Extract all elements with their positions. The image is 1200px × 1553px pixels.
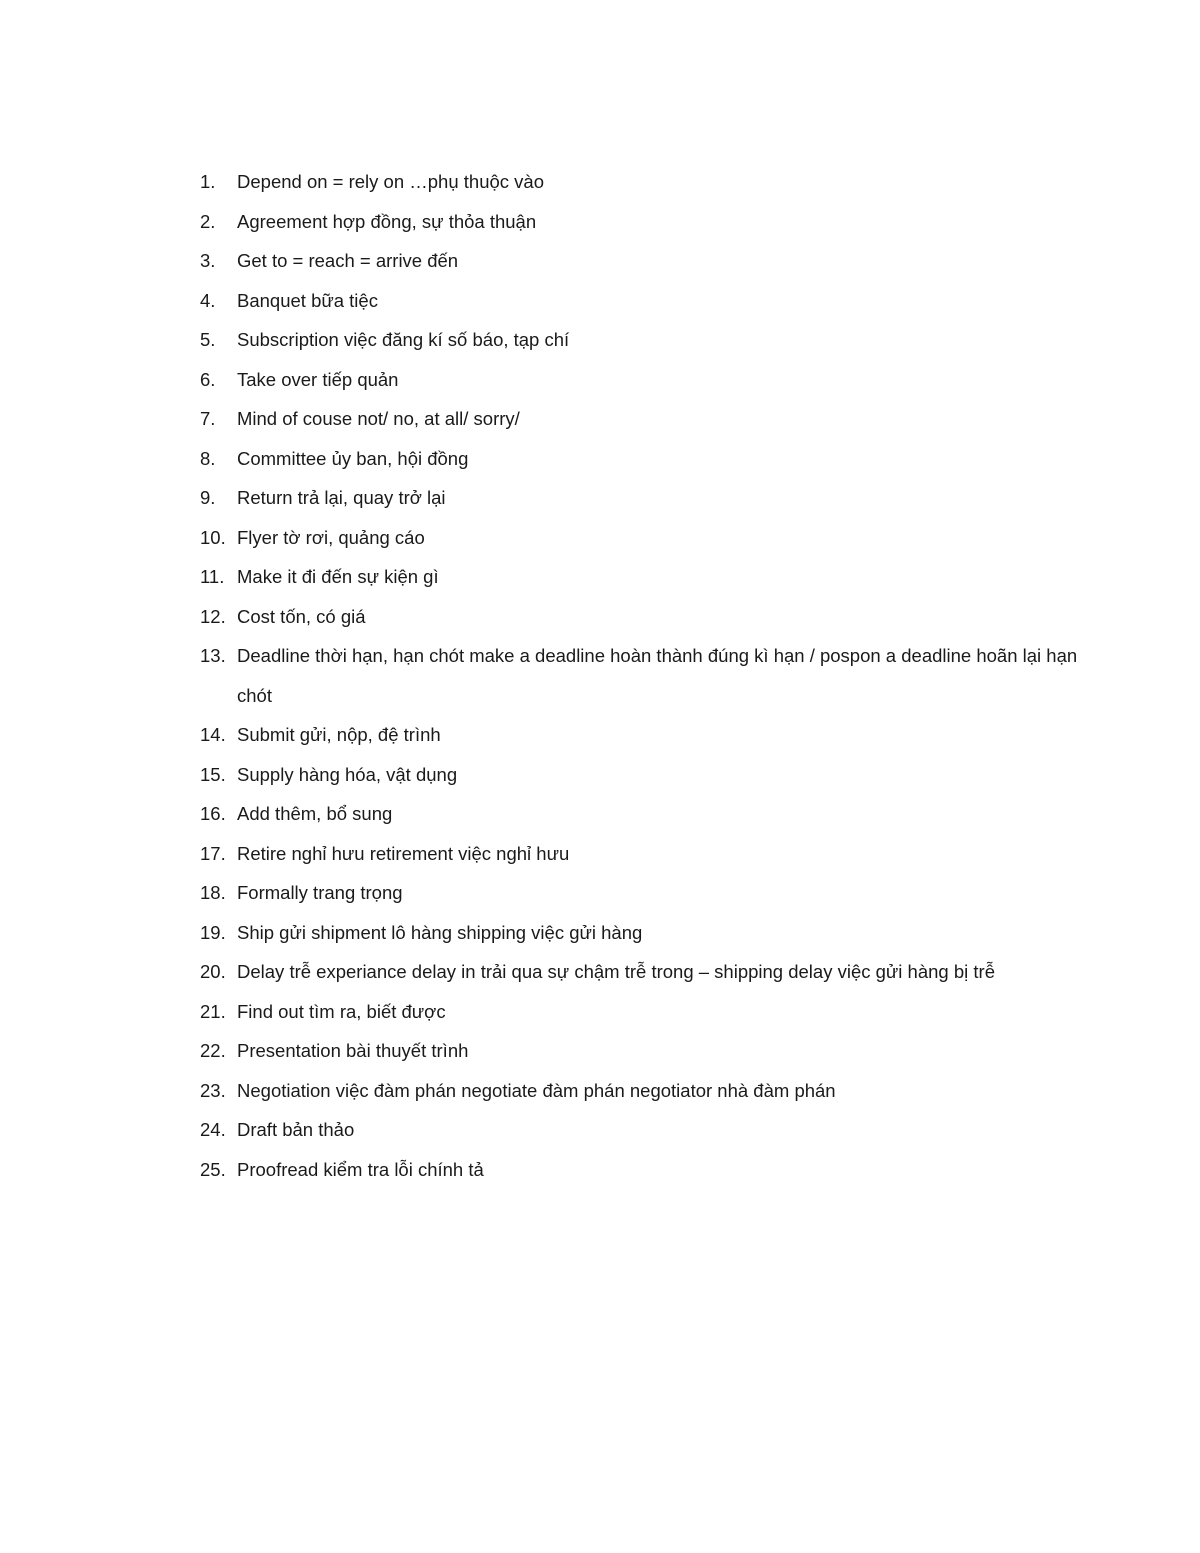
item-text: Proofread kiểm tra lỗi chính tả (237, 1158, 484, 1180)
item-text: Supply hàng hóa, vật dụng (237, 763, 458, 785)
item-number: 12. (200, 605, 226, 627)
item-number: 21. (200, 1000, 226, 1022)
list-item (200, 202, 1100, 242)
item-number: 5. (200, 329, 216, 350)
list-item (200, 794, 1100, 834)
item-number: 6. (200, 368, 216, 390)
list-item (200, 320, 1100, 360)
item-text: Retire nghỉ hưu retirement việc nghỉ hưu (237, 842, 570, 864)
item-number: 24. (200, 1119, 226, 1140)
item-text: Return trả lại, quay trở lại (237, 487, 446, 508)
item-text: Committee ủy ban, hội đồng (237, 447, 469, 469)
item-text: Banquet bữa tiệc (237, 289, 378, 311)
list-item (200, 1031, 1100, 1071)
item-text: Ship gửi shipment lô hàng shipping việc gửi hàng (237, 921, 643, 943)
vocabulary-list (200, 162, 1100, 1189)
item-text: Presentation bài thuyết trình (237, 1040, 469, 1061)
item-number: 3. (200, 250, 216, 271)
list-item (200, 399, 1100, 439)
item-number: 2. (200, 210, 216, 232)
list-item (200, 281, 1100, 321)
item-number: 19. (200, 921, 226, 943)
item-text: Take over tiếp quản (237, 368, 399, 390)
item-number: 25. (200, 1158, 226, 1180)
item-number: 20. (200, 961, 226, 982)
item-number: 1. (200, 171, 216, 192)
item-number: 11. (200, 566, 225, 587)
list-item (200, 360, 1100, 400)
item-text: Find out tìm ra, biết được (237, 1000, 446, 1022)
list-item (200, 1110, 1100, 1150)
item-text: Depend on = rely on …phụ thuộc vào (237, 171, 545, 192)
item-number: 10. (200, 526, 226, 548)
list-item (200, 597, 1100, 637)
list-item (200, 1071, 1100, 1111)
item-text: Agreement hợp đồng, sự thỏa thuận (237, 210, 537, 232)
list-item (200, 162, 1100, 202)
item-number: 22. (200, 1040, 226, 1061)
item-text: Delay trễ experiance delay in trải qua sự chậm trễ trong – shipping delay việc gửi hàng bị trễ (237, 961, 995, 982)
list-item (200, 913, 1100, 953)
list-item (200, 834, 1100, 874)
list-item (200, 439, 1100, 479)
item-text: Mind of couse not/ no, at all/ sorry/ (237, 408, 520, 429)
item-number: 23. (200, 1079, 226, 1101)
item-text: Make it đi đến sự kiện gì (237, 566, 439, 587)
list-item (200, 241, 1100, 281)
item-number: 16. (200, 803, 226, 824)
item-number: 17. (200, 842, 226, 864)
list-item (200, 952, 1100, 992)
item-text: Formally trang trọng (237, 882, 403, 903)
list-item (200, 518, 1100, 558)
item-text: Deadline thời hạn, hạn chót make a deadline hoàn thành đúng kì hạn / pospon a deadline hoãn lại hạn chót (237, 645, 1078, 706)
list-item (200, 1150, 1100, 1190)
item-text: Flyer tờ rơi, quảng cáo (237, 526, 425, 548)
list-item (200, 873, 1100, 913)
list-item (200, 636, 1100, 715)
item-text: Negotiation việc đàm phán negotiate đàm phán negotiator nhà đàm phán (237, 1079, 836, 1101)
list-item (200, 755, 1100, 795)
list-item (200, 478, 1100, 518)
item-number: 15. (200, 763, 226, 785)
item-number: 9. (200, 487, 216, 508)
list-item (200, 715, 1100, 755)
item-text: Add thêm, bổ sung (237, 803, 393, 824)
item-number: 8. (200, 447, 216, 469)
list-item (200, 992, 1100, 1032)
item-text: Get to = reach = arrive đến (237, 250, 459, 271)
item-number: 7. (200, 408, 216, 429)
item-text: Draft bản thảo (237, 1119, 355, 1140)
item-text: Subscription việc đăng kí số báo, tạp chí (237, 329, 570, 350)
item-text: Submit gửi, nộp, đệ trình (237, 724, 441, 745)
list-item (200, 557, 1100, 597)
item-number: 4. (200, 289, 216, 311)
item-number: 14. (200, 724, 226, 745)
item-text: Cost tốn, có giá (237, 605, 366, 627)
item-number: 13. (200, 645, 226, 666)
item-number: 18. (200, 882, 226, 903)
